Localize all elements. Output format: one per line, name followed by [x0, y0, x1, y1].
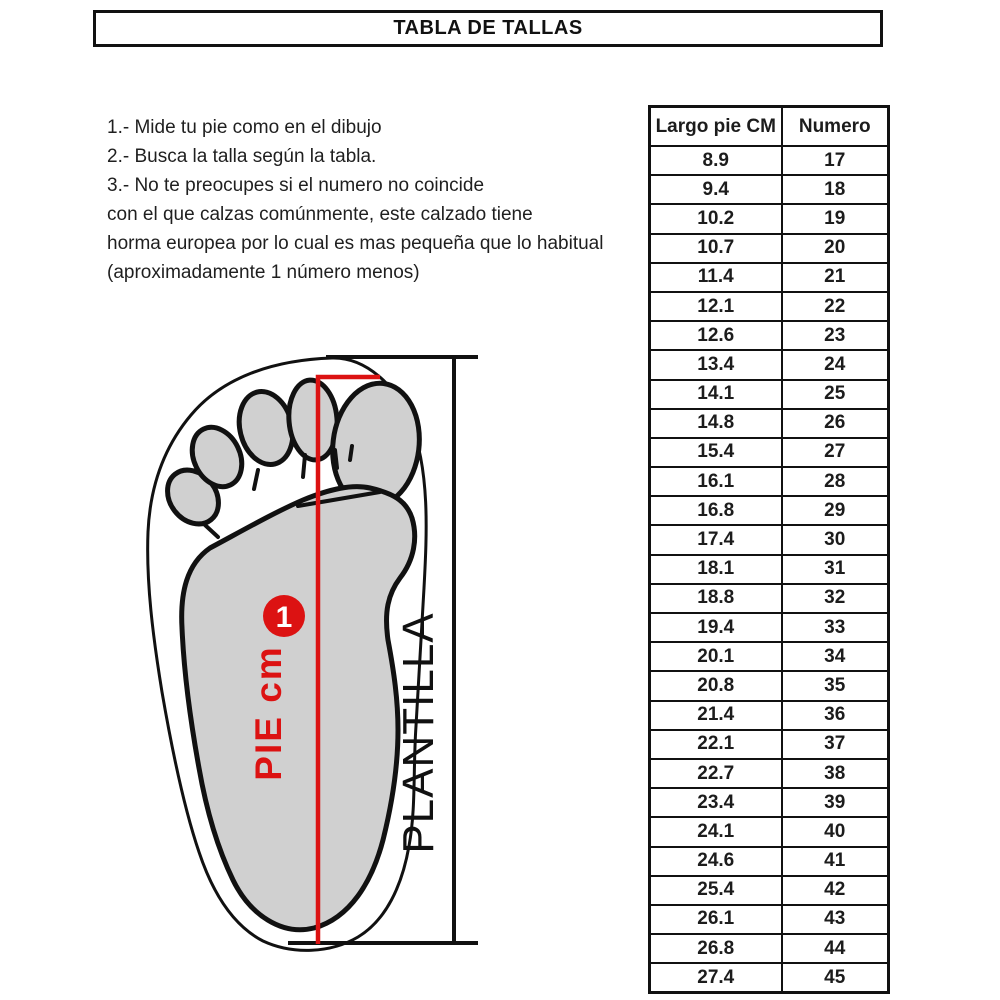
- table-row: [650, 730, 889, 759]
- table-row: [650, 876, 889, 905]
- table-row: [650, 613, 889, 642]
- instruction-line: horma europea por lo cual es mas pequeña que lo habitual: [107, 233, 604, 254]
- size-table: [648, 105, 890, 994]
- size-table-header: [650, 107, 889, 147]
- table-row: [650, 817, 889, 846]
- cell-foot-length-cm: 23.4: [650, 788, 782, 817]
- table-row: [650, 671, 889, 700]
- table-row: [650, 292, 889, 321]
- instruction-line: 1.- Mide tu pie como en el dibujo: [107, 117, 382, 138]
- size-table-body: [650, 146, 889, 993]
- cell-foot-length-cm: 26.1: [650, 905, 782, 934]
- cell-foot-length-cm: 18.8: [650, 584, 782, 613]
- cell-foot-length-cm: 24.1: [650, 817, 782, 846]
- cell-size-number: 42: [782, 876, 889, 905]
- cell-size-number: 33: [782, 613, 889, 642]
- table-row: [650, 146, 889, 175]
- cell-size-number: 43: [782, 905, 889, 934]
- cell-size-number: 30: [782, 525, 889, 554]
- cell-size-number: 32: [782, 584, 889, 613]
- table-row: [650, 438, 889, 467]
- pie-cm-label: PIE cm: [248, 645, 289, 781]
- cell-foot-length-cm: 21.4: [650, 701, 782, 730]
- table-row: [650, 234, 889, 263]
- cell-size-number: 35: [782, 671, 889, 700]
- cell-foot-length-cm: 14.8: [650, 409, 782, 438]
- table-row: [650, 496, 889, 525]
- table-row: [650, 642, 889, 671]
- cell-size-number: 25: [782, 380, 889, 409]
- cell-foot-length-cm: 14.1: [650, 380, 782, 409]
- column-header-foot-length: Largo pie CM: [650, 107, 782, 147]
- cell-foot-length-cm: 22.1: [650, 730, 782, 759]
- foot-measurement-diagram: [140, 350, 485, 955]
- table-row: [650, 380, 889, 409]
- cell-foot-length-cm: 15.4: [650, 438, 782, 467]
- cell-size-number: 24: [782, 350, 889, 379]
- cell-foot-length-cm: 20.8: [650, 671, 782, 700]
- cell-size-number: 27: [782, 438, 889, 467]
- cell-foot-length-cm: 8.9: [650, 146, 782, 175]
- cell-foot-length-cm: 25.4: [650, 876, 782, 905]
- cell-foot-length-cm: 11.4: [650, 263, 782, 292]
- table-row: [650, 847, 889, 876]
- instruction-line: con el que calzas comúnmente, este calzado tiene: [107, 204, 533, 225]
- cell-foot-length-cm: 12.1: [650, 292, 782, 321]
- table-row: [650, 934, 889, 963]
- cell-foot-length-cm: 18.1: [650, 555, 782, 584]
- cell-size-number: 23: [782, 321, 889, 350]
- table-row: [650, 555, 889, 584]
- cell-size-number: 18: [782, 175, 889, 204]
- table-row: [650, 905, 889, 934]
- cell-size-number: 37: [782, 730, 889, 759]
- table-row: [650, 175, 889, 204]
- cell-size-number: 22: [782, 292, 889, 321]
- table-row: [650, 350, 889, 379]
- instruction-line: 2.- Busca la talla según la tabla.: [107, 146, 377, 167]
- page-title: TABLA DE TALLAS: [393, 17, 583, 39]
- table-row: [650, 525, 889, 554]
- instruction-line: (aproximadamente 1 número menos): [107, 262, 420, 283]
- cell-size-number: 41: [782, 847, 889, 876]
- table-row: [650, 467, 889, 496]
- cell-size-number: 21: [782, 263, 889, 292]
- cell-foot-length-cm: 9.4: [650, 175, 782, 204]
- cell-size-number: 45: [782, 963, 889, 993]
- cell-size-number: 19: [782, 204, 889, 233]
- plantilla-label: PLANTILLA: [394, 612, 443, 854]
- cell-size-number: 36: [782, 701, 889, 730]
- title-box: [93, 10, 883, 47]
- table-row: [650, 263, 889, 292]
- cell-size-number: 39: [782, 788, 889, 817]
- table-row: [650, 584, 889, 613]
- cell-foot-length-cm: 22.7: [650, 759, 782, 788]
- cell-size-number: 28: [782, 467, 889, 496]
- cell-foot-length-cm: 24.6: [650, 847, 782, 876]
- cell-foot-length-cm: 26.8: [650, 934, 782, 963]
- table-row: [650, 759, 889, 788]
- cell-size-number: 17: [782, 146, 889, 175]
- cell-foot-length-cm: 10.2: [650, 204, 782, 233]
- cell-size-number: 20: [782, 234, 889, 263]
- cell-size-number: 34: [782, 642, 889, 671]
- cell-foot-length-cm: 16.8: [650, 496, 782, 525]
- cell-size-number: 31: [782, 555, 889, 584]
- table-row: [650, 321, 889, 350]
- cell-foot-length-cm: 27.4: [650, 963, 782, 993]
- table-row: [650, 788, 889, 817]
- table-row: [650, 204, 889, 233]
- column-header-size-number: Numero: [782, 107, 889, 147]
- cell-foot-length-cm: 10.7: [650, 234, 782, 263]
- cell-foot-length-cm: 20.1: [650, 642, 782, 671]
- instruction-line: 3.- No te preocupes si el numero no coincide: [107, 175, 485, 196]
- cell-size-number: 40: [782, 817, 889, 846]
- cell-foot-length-cm: 12.6: [650, 321, 782, 350]
- cell-size-number: 29: [782, 496, 889, 525]
- cell-size-number: 44: [782, 934, 889, 963]
- step-1-number: 1: [275, 601, 293, 634]
- cell-size-number: 38: [782, 759, 889, 788]
- cell-foot-length-cm: 17.4: [650, 525, 782, 554]
- table-row: [650, 701, 889, 730]
- table-row: [650, 963, 889, 993]
- cell-foot-length-cm: 19.4: [650, 613, 782, 642]
- cell-foot-length-cm: 16.1: [650, 467, 782, 496]
- instructions: [107, 113, 652, 287]
- cell-size-number: 26: [782, 409, 889, 438]
- cell-foot-length-cm: 13.4: [650, 350, 782, 379]
- table-row: [650, 409, 889, 438]
